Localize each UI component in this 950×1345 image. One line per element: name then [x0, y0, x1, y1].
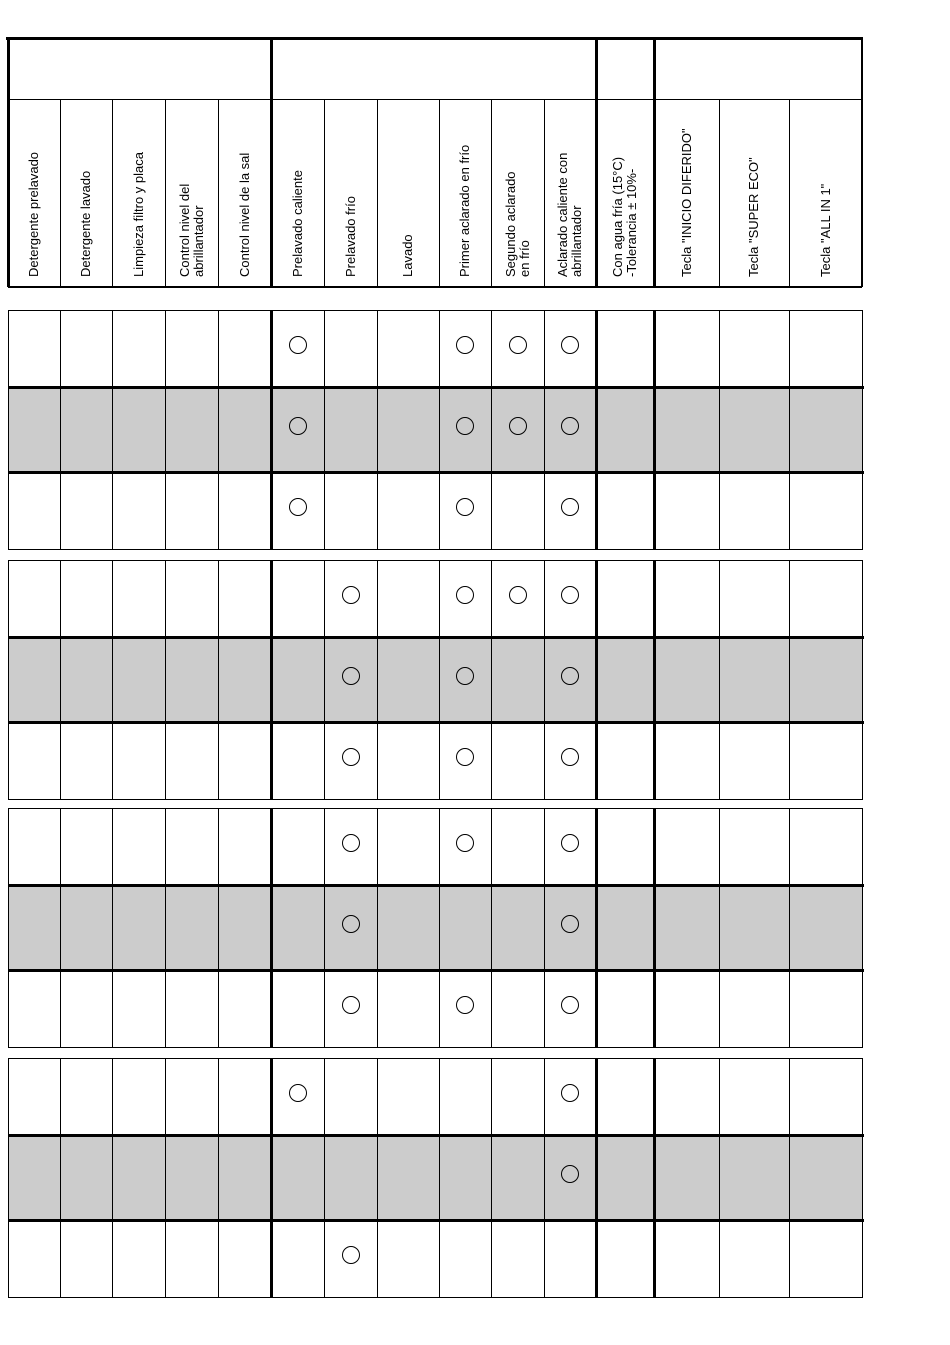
step-marker-circle — [342, 1246, 360, 1264]
row-shading — [8, 1135, 862, 1220]
body-column-line — [653, 560, 656, 800]
body-column-line — [439, 310, 440, 550]
body-column-line — [60, 808, 61, 1048]
step-marker-circle — [342, 748, 360, 766]
step-marker-circle — [561, 915, 579, 933]
body-column-line — [8, 808, 9, 1048]
header-column-line — [377, 99, 378, 287]
column-header: Lavado — [400, 234, 415, 277]
body-column-line — [719, 808, 720, 1048]
column-header: Aclarado caliente con abrillantador — [555, 152, 584, 277]
step-marker-circle — [561, 498, 579, 516]
row-separator — [8, 1134, 864, 1137]
header-column-line — [60, 99, 61, 287]
group-border-bottom — [8, 799, 863, 800]
body-column-line — [544, 560, 545, 800]
body-column-line — [377, 808, 378, 1048]
step-marker-circle — [342, 996, 360, 1014]
body-column-line — [789, 310, 790, 550]
step-marker-circle — [289, 336, 307, 354]
step-marker-circle — [456, 834, 474, 852]
body-column-line — [8, 560, 9, 800]
body-column-line — [60, 310, 61, 550]
body-column-line — [218, 1058, 219, 1298]
column-header: Segundo aclarado en frío — [502, 171, 532, 277]
step-marker-circle — [561, 417, 579, 435]
body-column-line — [595, 1058, 598, 1298]
body-column-line — [653, 808, 656, 1048]
body-column-line — [112, 1058, 113, 1298]
body-column-line — [862, 808, 863, 1048]
row-shading — [8, 387, 862, 472]
step-marker-circle — [561, 586, 579, 604]
header-column-line — [595, 37, 598, 287]
body-column-line — [719, 560, 720, 800]
body-column-line — [491, 808, 492, 1048]
body-column-line — [8, 1058, 9, 1298]
body-column-line — [544, 808, 545, 1048]
header-column-line — [861, 37, 863, 287]
column-header: Tecla "ALL IN 1" — [817, 183, 833, 277]
step-marker-circle — [456, 748, 474, 766]
step-marker-circle — [561, 996, 579, 1014]
column-header: Detergente prelavado — [26, 151, 41, 277]
body-column-line — [270, 560, 273, 800]
step-marker-circle — [342, 834, 360, 852]
row-separator — [8, 884, 864, 887]
body-column-line — [377, 310, 378, 550]
body-column-line — [544, 310, 545, 550]
step-marker-circle — [509, 586, 527, 604]
row-separator — [8, 721, 864, 724]
step-marker-circle — [342, 915, 360, 933]
body-column-line — [719, 1058, 720, 1298]
header-column-line — [491, 99, 492, 287]
body-column-line — [789, 808, 790, 1048]
header-divider — [8, 99, 862, 100]
column-header: Tecla "INICIO DIFERIDO" — [678, 128, 694, 277]
body-column-line — [653, 1058, 656, 1298]
column-header: Detergente lavado — [78, 170, 93, 277]
header-column-line — [789, 99, 790, 287]
row-separator — [8, 471, 864, 474]
group-border-bottom — [8, 1047, 863, 1048]
column-header: Prelavado caliente — [289, 170, 305, 277]
row-shading — [8, 637, 862, 722]
column-header: Con agua fría (15°C) -Tolerancia ± 10%- — [610, 156, 639, 277]
body-column-line — [439, 808, 440, 1048]
body-column-line — [270, 310, 273, 550]
body-column-line — [439, 560, 440, 800]
column-header: Control nivel del abrillantador — [176, 183, 206, 277]
header-border-top — [6, 37, 863, 40]
row-separator — [8, 969, 864, 972]
body-column-line — [165, 1058, 166, 1298]
body-column-line — [165, 808, 166, 1048]
body-column-line — [653, 310, 656, 550]
row-separator — [8, 386, 864, 389]
body-column-line — [377, 560, 378, 800]
step-marker-circle — [456, 996, 474, 1014]
step-marker-circle — [456, 336, 474, 354]
header-column-line — [719, 99, 720, 287]
group-border-bottom — [8, 549, 863, 550]
body-column-line — [491, 560, 492, 800]
step-marker-circle — [289, 498, 307, 516]
step-marker-circle — [456, 498, 474, 516]
body-column-line — [165, 560, 166, 800]
body-column-line — [862, 310, 863, 550]
step-marker-circle — [561, 834, 579, 852]
header-column-line — [7, 37, 10, 287]
step-marker-circle — [561, 1165, 579, 1183]
header-column-line — [218, 99, 219, 287]
body-column-line — [218, 310, 219, 550]
row-shading — [8, 885, 862, 970]
body-column-line — [719, 310, 720, 550]
step-marker-circle — [561, 667, 579, 685]
body-column-line — [324, 310, 325, 550]
body-column-line — [595, 310, 598, 550]
body-column-line — [165, 310, 166, 550]
body-column-line — [862, 1058, 863, 1298]
body-column-line — [595, 560, 598, 800]
column-header: Prelavado frío — [342, 196, 358, 277]
step-marker-circle — [289, 1084, 307, 1102]
header-border-bottom — [8, 286, 862, 288]
body-column-line — [112, 310, 113, 550]
body-column-line — [544, 1058, 545, 1298]
body-column-line — [789, 1058, 790, 1298]
step-marker-circle — [342, 667, 360, 685]
body-column-line — [324, 1058, 325, 1298]
step-marker-circle — [561, 1084, 579, 1102]
group-border-top — [8, 808, 863, 809]
column-header: Tecla "SUPER ECO" — [746, 157, 761, 277]
group-border-bottom — [8, 1297, 863, 1298]
step-marker-circle — [509, 417, 527, 435]
body-column-line — [789, 560, 790, 800]
body-column-line — [60, 1058, 61, 1298]
body-column-line — [218, 808, 219, 1048]
header-column-line — [112, 99, 113, 287]
step-marker-circle — [561, 748, 579, 766]
row-separator — [8, 1219, 864, 1222]
body-column-line — [270, 808, 273, 1048]
header-column-line — [439, 99, 440, 287]
header-column-line — [270, 37, 273, 287]
step-marker-circle — [456, 667, 474, 685]
group-border-top — [8, 1058, 863, 1059]
header-column-line — [653, 37, 656, 287]
body-column-line — [862, 560, 863, 800]
group-border-top — [8, 310, 863, 311]
body-column-line — [60, 560, 61, 800]
body-column-line — [595, 808, 598, 1048]
header-column-line — [324, 99, 325, 287]
body-column-line — [439, 1058, 440, 1298]
group-border-top — [8, 560, 863, 561]
body-column-line — [8, 310, 9, 550]
column-header: Control nivel de la sal — [236, 152, 252, 277]
row-separator — [8, 636, 864, 639]
body-column-line — [270, 1058, 273, 1298]
body-column-line — [112, 808, 113, 1048]
step-marker-circle — [456, 417, 474, 435]
header-column-line — [544, 99, 545, 287]
step-marker-circle — [509, 336, 527, 354]
body-column-line — [324, 560, 325, 800]
step-marker-circle — [456, 586, 474, 604]
column-header: Limpieza filtro y placa — [130, 152, 146, 277]
header-column-line — [165, 99, 166, 287]
body-column-line — [112, 560, 113, 800]
body-column-line — [491, 1058, 492, 1298]
body-column-line — [218, 560, 219, 800]
step-marker-circle — [342, 586, 360, 604]
body-column-line — [491, 310, 492, 550]
step-marker-circle — [561, 336, 579, 354]
column-header: Primer aclarado en frío — [457, 144, 472, 277]
step-marker-circle — [289, 417, 307, 435]
body-column-line — [324, 808, 325, 1048]
body-column-line — [377, 1058, 378, 1298]
